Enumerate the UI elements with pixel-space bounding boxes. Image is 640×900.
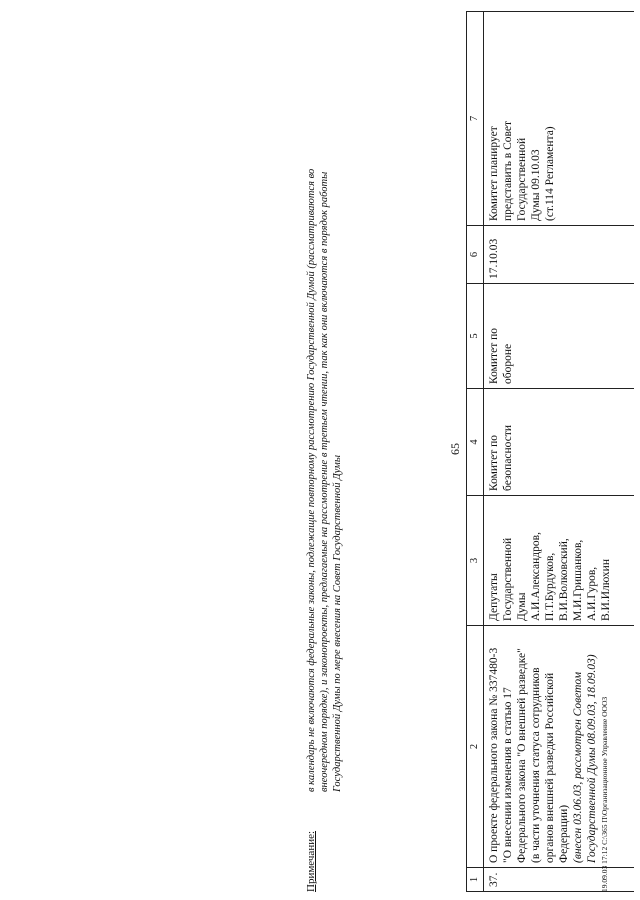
footnote-line: в календарь не включаются федеральные законы, подлежащие повторному рассмотрению Государственной Думой (рассматриваются во bbox=[306, 168, 317, 792]
author-line: А.И.Гуров, bbox=[586, 566, 598, 621]
date-cell: 17.10.03 bbox=[484, 226, 634, 284]
file-footer: 19.09.03 17:12 С:\365 П\Организационное Управление ООО3 bbox=[600, 696, 609, 892]
bill-introduced-line: Государственной Думы 08.09.03, 18.09.03) bbox=[586, 654, 598, 863]
bill-title-line: Федерального закона "О внешней разведке" bbox=[516, 648, 528, 863]
co-committee-cell bbox=[484, 284, 634, 389]
author-line: П.Т.Бурдуков, bbox=[544, 552, 556, 621]
bill-title-line: "О внесении изменения в статью 17 bbox=[502, 687, 514, 863]
footnote-label: Примечание: bbox=[305, 830, 317, 892]
bill-title-line: О проекте федерального закона № 337480-3 bbox=[488, 647, 500, 863]
table-row bbox=[484, 12, 634, 892]
authors-cell bbox=[484, 496, 634, 626]
header-cell-1: 1 bbox=[467, 868, 484, 892]
header-cell-4: 4 bbox=[467, 389, 484, 496]
note-line: Комитет планирует bbox=[488, 126, 500, 221]
author-line: Думы bbox=[516, 592, 528, 621]
header-cell-7: 7 bbox=[467, 12, 484, 226]
bill-title-line: органов внешней разведки Российской bbox=[544, 672, 556, 863]
committee-line: Комитет по bbox=[488, 435, 500, 491]
author-line: В.И.Волковский, bbox=[558, 538, 570, 621]
note-line: Государственной bbox=[516, 137, 528, 221]
committee-line: безопасности bbox=[502, 424, 514, 491]
header-cell-5: 5 bbox=[467, 284, 484, 389]
author-line: В.И.Илюхин bbox=[600, 559, 612, 621]
page-number: 65 bbox=[448, 443, 462, 455]
co-committee-line: Комитет по bbox=[488, 328, 500, 384]
author-line: Депутаты bbox=[488, 573, 500, 621]
row-number: 37. bbox=[484, 868, 634, 892]
bill-title-line: Федерации) bbox=[558, 804, 570, 863]
author-line: М.И.Гришанков, bbox=[572, 539, 584, 621]
header-cell-2: 2 bbox=[467, 626, 484, 868]
bill-title-line: (в части уточнения статуса сотрудников bbox=[530, 667, 542, 863]
note-cell bbox=[484, 12, 634, 226]
note-line: Думы 09.10.03 bbox=[530, 149, 542, 221]
note-line: представить в Совет bbox=[502, 120, 514, 221]
footnote-line: внеочередном порядке), и законопроекты, предлагаемые на рассмотрение в третьем чтении, так как они включаются в порядок работы bbox=[319, 171, 330, 792]
footnote-text bbox=[305, 32, 344, 792]
note-line: (ст.114 Регламента) bbox=[544, 126, 556, 221]
footnote-line: Государственной Думы по мере внесения на Совет Государственной Думы bbox=[332, 455, 343, 792]
bill-introduced-line: (внесен 03.06.03, рассмотрен Советом bbox=[572, 671, 584, 863]
responsible-committee-cell bbox=[484, 389, 634, 496]
bill-title-cell bbox=[484, 626, 634, 868]
co-committee-line: обороне bbox=[502, 343, 514, 384]
author-line: А.И.Александров, bbox=[530, 532, 542, 621]
header-cell-6: 6 bbox=[467, 226, 484, 284]
header-row bbox=[467, 12, 484, 892]
header-cell-3: 3 bbox=[467, 496, 484, 626]
author-line: Государственной bbox=[502, 537, 514, 621]
